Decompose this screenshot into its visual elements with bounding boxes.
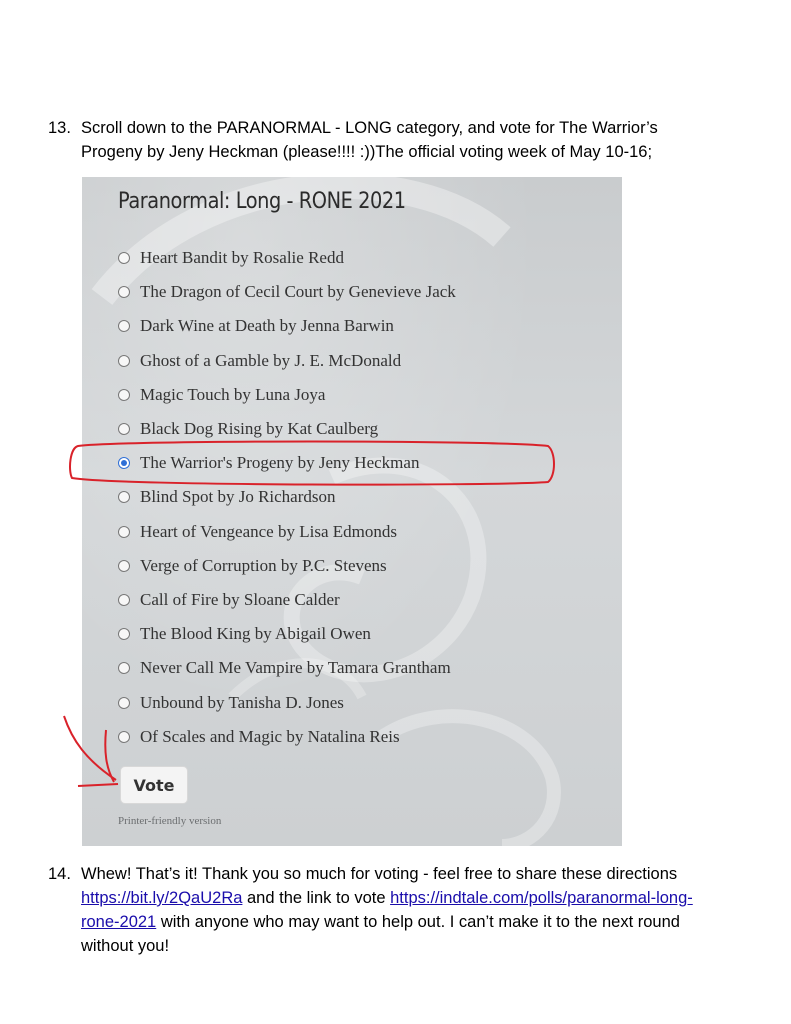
step-14-tail: with anyone who may want to help out. I can’t make it to the next round (156, 913, 680, 931)
radio-icon[interactable] (118, 355, 130, 367)
step-number: 14. (48, 865, 71, 883)
poll-option-label: Dark Wine at Death by Jenna Barwin (140, 316, 394, 336)
radio-icon[interactable] (118, 526, 130, 538)
poll-option[interactable] (118, 515, 456, 549)
poll-option[interactable] (118, 617, 456, 651)
step-14-line-2 (81, 886, 763, 910)
step-13-text (81, 116, 748, 164)
poll-option[interactable] (118, 720, 456, 754)
poll-option-label: Blind Spot by Jo Richardson (140, 487, 336, 507)
poll-option[interactable] (118, 309, 456, 343)
poll-option-label: Heart of Vengeance by Lisa Edmonds (140, 521, 397, 541)
poll-option-label: Unbound by Tanisha D. Jones (140, 692, 344, 712)
poll-option[interactable] (118, 275, 456, 309)
step-14 (48, 862, 763, 958)
radio-icon[interactable] (118, 594, 130, 606)
poll-option[interactable] (118, 412, 456, 446)
radio-icon[interactable] (118, 252, 130, 264)
vote-link-part-1[interactable]: https://indtale.com/polls/paranormal-long- (390, 889, 693, 907)
radio-icon[interactable] (118, 491, 130, 503)
vote-link-part-2[interactable]: rone-2021 (81, 913, 157, 931)
step-14-line-4: without you! (81, 937, 170, 955)
poll-option-label: The Dragon of Cecil Court by Genevieve Jack (140, 282, 456, 302)
radio-icon[interactable] (118, 731, 130, 743)
radio-icon[interactable] (118, 320, 130, 332)
radio-selected-icon[interactable] (118, 457, 130, 469)
poll-option-label: The Warrior's Progeny by Jeny Heckman (140, 453, 420, 473)
step-14-connector: and the link to vote (242, 889, 391, 907)
poll-option-label: The Blood King by Abigail Owen (140, 624, 371, 644)
poll-option-label: Verge of Corruption by P.C. Stevens (140, 555, 387, 575)
step-13 (48, 116, 748, 164)
step-14-text (81, 862, 763, 958)
step-13-line-2: Progeny by Jeny Heckman (please!!!! :))The official voting week of May 10-16; (81, 143, 653, 161)
poll-option[interactable] (118, 583, 456, 617)
poll-option[interactable] (118, 685, 456, 719)
directions-link[interactable]: https://bit.ly/2QaU2Ra (81, 889, 243, 907)
radio-icon[interactable] (118, 697, 130, 709)
step-14-line-3 (81, 910, 763, 934)
poll-option[interactable] (118, 344, 456, 378)
poll-option-label: Heart Bandit by Rosalie Redd (140, 248, 344, 268)
step-number: 13. (48, 119, 71, 137)
radio-icon[interactable] (118, 628, 130, 640)
step-13-line-1: Scroll down to the PARANORMAL - LONG category, and vote for The Warrior’s (81, 119, 658, 137)
radio-icon[interactable] (118, 423, 130, 435)
poll-option[interactable] (118, 549, 456, 583)
radio-icon[interactable] (118, 560, 130, 572)
poll-option[interactable] (118, 446, 456, 480)
poll-option-label: Black Dog Rising by Kat Caulberg (140, 419, 379, 439)
poll-option-label: Of Scales and Magic by Natalina Reis (140, 726, 400, 746)
poll-option-label: Never Call Me Vampire by Tamara Grantham (140, 658, 451, 678)
poll-option[interactable] (118, 378, 456, 412)
poll-option-label: Magic Touch by Luna Joya (140, 384, 326, 404)
poll-title: Paranormal: Long - RONE 2021 (118, 189, 406, 214)
radio-icon[interactable] (118, 286, 130, 298)
poll-screenshot (82, 177, 622, 846)
poll-options (118, 241, 456, 754)
poll-option[interactable] (118, 651, 456, 685)
printer-friendly-link[interactable]: Printer-friendly version (118, 815, 222, 827)
poll-option[interactable] (118, 480, 456, 514)
vote-button[interactable]: Vote (120, 766, 188, 804)
radio-icon[interactable] (118, 662, 130, 674)
poll-option[interactable] (118, 241, 456, 275)
radio-icon[interactable] (118, 389, 130, 401)
step-14-line-1: Whew! That’s it! Thank you so much for voting - feel free to share these directions (81, 865, 678, 883)
poll-option-label: Ghost of a Gamble by J. E. McDonald (140, 350, 402, 370)
poll-option-label: Call of Fire by Sloane Calder (140, 589, 340, 609)
